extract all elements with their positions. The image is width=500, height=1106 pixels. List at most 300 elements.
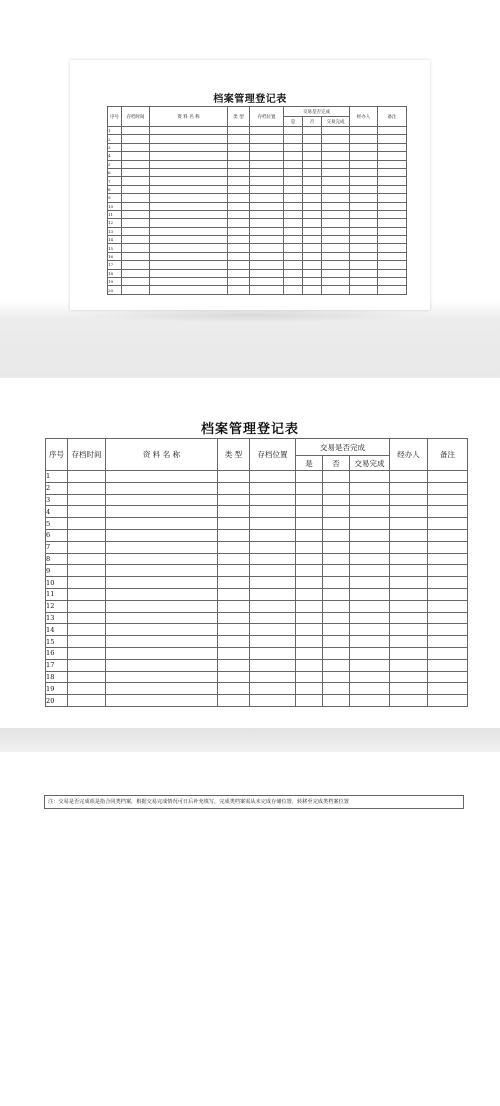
table-cell (390, 671, 428, 683)
table-row (108, 160, 407, 168)
table-cell (428, 647, 468, 659)
table-row (46, 636, 468, 648)
table-cell (428, 506, 468, 518)
table-cell (323, 600, 350, 612)
header-seq: 序号 (46, 439, 68, 471)
table-cell (350, 482, 390, 494)
table-cell (284, 261, 303, 269)
row-number: 4 (108, 152, 122, 160)
table-cell (228, 135, 250, 143)
table-cell (284, 286, 303, 294)
header-done: 交易完成 (322, 117, 350, 127)
table-cell (228, 244, 250, 252)
table-cell (350, 565, 390, 577)
row-number: 13 (46, 612, 68, 624)
register-table (45, 438, 468, 707)
table-cell (218, 541, 250, 553)
table-row (46, 588, 468, 600)
table-cell (150, 152, 228, 160)
table-cell (322, 160, 350, 168)
table-cell (68, 624, 106, 636)
preview-table-body (108, 127, 407, 295)
table-cell (250, 600, 296, 612)
table-cell (218, 577, 250, 589)
table-row (108, 202, 407, 210)
header-location: 存档位置 (250, 439, 296, 471)
header-remark: 备注 (378, 107, 407, 127)
table-cell (296, 553, 323, 565)
table-row (108, 278, 407, 286)
table-cell (390, 541, 428, 553)
table-cell (323, 529, 350, 541)
table-cell (350, 588, 390, 600)
header-seq: 序号 (108, 107, 122, 127)
table-cell (323, 683, 350, 695)
table-cell (322, 202, 350, 210)
row-number: 13 (108, 227, 122, 235)
row-number: 8 (46, 553, 68, 565)
row-number: 10 (46, 577, 68, 589)
table-cell (106, 506, 218, 518)
table-cell (303, 219, 322, 227)
row-number: 4 (46, 506, 68, 518)
table-cell (350, 185, 378, 193)
table-cell (323, 482, 350, 494)
row-number: 9 (46, 565, 68, 577)
table-cell (390, 600, 428, 612)
table-cell (350, 624, 390, 636)
table-cell (284, 135, 303, 143)
table-cell (250, 127, 284, 135)
row-number: 19 (108, 278, 122, 286)
table-cell (390, 577, 428, 589)
table-cell (218, 506, 250, 518)
table-row (46, 659, 468, 671)
table-cell (68, 671, 106, 683)
table-cell (250, 624, 296, 636)
table-cell (296, 471, 323, 483)
row-number: 11 (46, 588, 68, 600)
table-cell (323, 577, 350, 589)
table-cell (378, 219, 407, 227)
table-cell (150, 269, 228, 277)
table-cell (284, 194, 303, 202)
table-row (46, 518, 468, 530)
table-cell (218, 588, 250, 600)
table-cell (150, 202, 228, 210)
table-cell (106, 600, 218, 612)
table-cell (228, 269, 250, 277)
table-row (108, 194, 407, 202)
table-cell (250, 683, 296, 695)
table-cell (303, 127, 322, 135)
table-cell (150, 127, 228, 135)
table-cell (228, 185, 250, 193)
row-number: 9 (108, 194, 122, 202)
table-cell (322, 185, 350, 193)
table-cell (296, 624, 323, 636)
table-cell (322, 168, 350, 176)
table-row (46, 671, 468, 683)
table-cell (150, 177, 228, 185)
table-row (108, 252, 407, 260)
table-cell (428, 529, 468, 541)
table-cell (350, 529, 390, 541)
table-cell (68, 518, 106, 530)
row-number: 14 (46, 624, 68, 636)
table-cell (390, 683, 428, 695)
table-cell (218, 671, 250, 683)
table-cell (218, 636, 250, 648)
table-row (46, 553, 468, 565)
table-cell (303, 244, 322, 252)
row-number: 20 (108, 286, 122, 294)
table-cell (428, 494, 468, 506)
table-cell (68, 659, 106, 671)
table-cell (228, 210, 250, 218)
table-cell (390, 518, 428, 530)
table-cell (378, 177, 407, 185)
table-row (46, 471, 468, 483)
table-cell (323, 506, 350, 518)
table-cell (428, 612, 468, 624)
table-cell (350, 553, 390, 565)
table-cell (378, 143, 407, 151)
table-cell (378, 160, 407, 168)
table-row (46, 482, 468, 494)
table-cell (350, 671, 390, 683)
table-cell (250, 471, 296, 483)
table-cell (122, 219, 150, 227)
row-number: 10 (108, 202, 122, 210)
header-no: 否 (303, 117, 322, 127)
table-cell (303, 286, 322, 294)
table-cell (218, 518, 250, 530)
table-cell (390, 695, 428, 707)
table-row (46, 577, 468, 589)
table-cell (296, 577, 323, 589)
table-cell (350, 160, 378, 168)
table-cell (350, 202, 378, 210)
table-cell (228, 168, 250, 176)
table-cell (350, 236, 378, 244)
table-cell (322, 286, 350, 294)
table-cell (323, 659, 350, 671)
table-cell (106, 553, 218, 565)
table-cell (350, 494, 390, 506)
table-cell (150, 236, 228, 244)
table-cell (250, 194, 284, 202)
table-cell (428, 671, 468, 683)
table-cell (250, 506, 296, 518)
table-cell (218, 600, 250, 612)
table-cell (323, 553, 350, 565)
table-cell (390, 647, 428, 659)
table-cell (150, 194, 228, 202)
table-cell (322, 261, 350, 269)
table-cell (284, 252, 303, 260)
table-cell (390, 553, 428, 565)
table-cell (228, 160, 250, 168)
table-cell (284, 202, 303, 210)
row-number: 12 (46, 600, 68, 612)
table-cell (296, 588, 323, 600)
header-time: 存档时间 (68, 439, 106, 471)
table-cell (122, 278, 150, 286)
header-no: 否 (323, 456, 350, 471)
table-cell (228, 219, 250, 227)
table-cell (106, 636, 218, 648)
table-cell (122, 152, 150, 160)
table-cell (106, 577, 218, 589)
table-cell (250, 261, 284, 269)
table-cell (150, 278, 228, 286)
table-cell (284, 143, 303, 151)
row-number: 12 (108, 219, 122, 227)
table-cell (250, 185, 284, 193)
table-cell (322, 177, 350, 185)
table-cell (250, 152, 284, 160)
table-cell (350, 143, 378, 151)
table-cell (303, 143, 322, 151)
table-cell (150, 286, 228, 294)
row-number: 16 (46, 647, 68, 659)
table-cell (68, 506, 106, 518)
table-cell (390, 612, 428, 624)
table-cell (350, 683, 390, 695)
row-number: 14 (108, 236, 122, 244)
table-cell (322, 236, 350, 244)
table-cell (350, 177, 378, 185)
table-cell (68, 683, 106, 695)
table-cell (303, 177, 322, 185)
table-cell (322, 219, 350, 227)
table-cell (250, 286, 284, 294)
table-cell (350, 695, 390, 707)
table-cell (106, 494, 218, 506)
table-cell (122, 227, 150, 235)
table-cell (428, 600, 468, 612)
table-cell (122, 286, 150, 294)
header-location: 存档位置 (250, 107, 284, 127)
table-cell (390, 624, 428, 636)
header-remark: 备注 (428, 439, 468, 471)
table-cell (250, 494, 296, 506)
table-cell (378, 286, 407, 294)
table-cell (428, 659, 468, 671)
table-cell (68, 577, 106, 589)
table-cell (250, 695, 296, 707)
table-cell (68, 553, 106, 565)
table-cell (150, 244, 228, 252)
header-done-group: 交易是否完成 (284, 107, 350, 117)
table-cell (228, 194, 250, 202)
table-row (108, 177, 407, 185)
table-cell (250, 612, 296, 624)
table-cell (106, 588, 218, 600)
row-number: 1 (108, 127, 122, 135)
table-cell (250, 244, 284, 252)
header-type: 类 型 (228, 107, 250, 127)
table-cell (322, 210, 350, 218)
table-cell (228, 252, 250, 260)
table-cell (106, 565, 218, 577)
table-cell (284, 227, 303, 235)
table-row (46, 624, 468, 636)
table-cell (284, 269, 303, 277)
table-cell (350, 219, 378, 227)
row-number: 3 (46, 494, 68, 506)
table-cell (378, 168, 407, 176)
preview-shadow (72, 308, 428, 322)
table-cell (284, 168, 303, 176)
table-cell (350, 518, 390, 530)
table-cell (303, 269, 322, 277)
table-cell (150, 160, 228, 168)
table-cell (350, 659, 390, 671)
table-cell (350, 168, 378, 176)
table-cell (350, 261, 378, 269)
table-cell (350, 252, 378, 260)
table-cell (296, 600, 323, 612)
table-cell (390, 494, 428, 506)
table-cell (322, 269, 350, 277)
table-cell (322, 143, 350, 151)
row-number: 20 (46, 695, 68, 707)
table-cell (218, 565, 250, 577)
table-cell (122, 143, 150, 151)
table-cell (250, 143, 284, 151)
table-cell (218, 471, 250, 483)
table-cell (250, 168, 284, 176)
table-cell (284, 236, 303, 244)
row-number: 2 (46, 482, 68, 494)
table-row (46, 695, 468, 707)
table-row (108, 168, 407, 176)
table-cell (323, 647, 350, 659)
table-cell (322, 278, 350, 286)
table-cell (106, 647, 218, 659)
table-cell (296, 518, 323, 530)
table-cell (122, 210, 150, 218)
table-cell (378, 261, 407, 269)
table-cell (284, 127, 303, 135)
table-cell (284, 244, 303, 252)
row-number: 18 (108, 269, 122, 277)
table-cell (322, 152, 350, 160)
table-cell (378, 152, 407, 160)
table-cell (350, 127, 378, 135)
table-cell (250, 269, 284, 277)
header-handler: 经办人 (390, 439, 428, 471)
table-cell (350, 227, 378, 235)
table-cell (323, 612, 350, 624)
table-cell (68, 612, 106, 624)
table-cell (68, 695, 106, 707)
table-row (108, 227, 407, 235)
row-number: 5 (46, 518, 68, 530)
table-cell (323, 494, 350, 506)
table-cell (296, 565, 323, 577)
table-cell (106, 541, 218, 553)
table-cell (106, 683, 218, 695)
header-name: 资 料 名 称 (106, 439, 218, 471)
table-cell (284, 160, 303, 168)
table-cell (122, 236, 150, 244)
table-cell (122, 269, 150, 277)
table-row (108, 261, 407, 269)
table-cell (122, 252, 150, 260)
header-time: 存档时间 (122, 107, 150, 127)
table-cell (303, 194, 322, 202)
table-cell (150, 219, 228, 227)
table-row (108, 236, 407, 244)
row-number: 7 (46, 541, 68, 553)
table-cell (323, 671, 350, 683)
table-cell (150, 168, 228, 176)
table-cell (68, 588, 106, 600)
row-number: 1 (46, 471, 68, 483)
table-cell (390, 529, 428, 541)
table-cell (323, 588, 350, 600)
table-cell (218, 494, 250, 506)
table-cell (150, 252, 228, 260)
table-cell (350, 152, 378, 160)
table-cell (250, 219, 284, 227)
table-cell (390, 471, 428, 483)
table-cell (250, 577, 296, 589)
table-row (46, 541, 468, 553)
table-cell (296, 506, 323, 518)
row-number: 16 (108, 252, 122, 260)
table-cell (250, 553, 296, 565)
table-cell (250, 210, 284, 218)
table-cell (350, 210, 378, 218)
table-cell (250, 177, 284, 185)
table-cell (303, 152, 322, 160)
table-cell (350, 636, 390, 648)
table-cell (296, 671, 323, 683)
row-number: 17 (46, 659, 68, 671)
table-cell (303, 278, 322, 286)
table-cell (296, 494, 323, 506)
preview-sheet (70, 60, 430, 310)
table-cell (250, 518, 296, 530)
table-cell (122, 194, 150, 202)
table-row (46, 647, 468, 659)
row-number: 5 (108, 160, 122, 168)
table-cell (68, 471, 106, 483)
table-cell (250, 252, 284, 260)
header-name: 资 料 名 称 (150, 107, 228, 127)
row-number: 7 (108, 177, 122, 185)
header-done: 交易完成 (350, 456, 390, 471)
table-cell (322, 135, 350, 143)
table-cell (68, 565, 106, 577)
table-cell (106, 612, 218, 624)
table-cell (323, 471, 350, 483)
table-cell (303, 210, 322, 218)
table-cell (350, 269, 378, 277)
table-cell (250, 160, 284, 168)
table-row (108, 152, 407, 160)
table-cell (296, 683, 323, 695)
table-cell (428, 565, 468, 577)
table-cell (106, 482, 218, 494)
section-divider (0, 728, 500, 752)
table-cell (106, 695, 218, 707)
table-cell (284, 219, 303, 227)
